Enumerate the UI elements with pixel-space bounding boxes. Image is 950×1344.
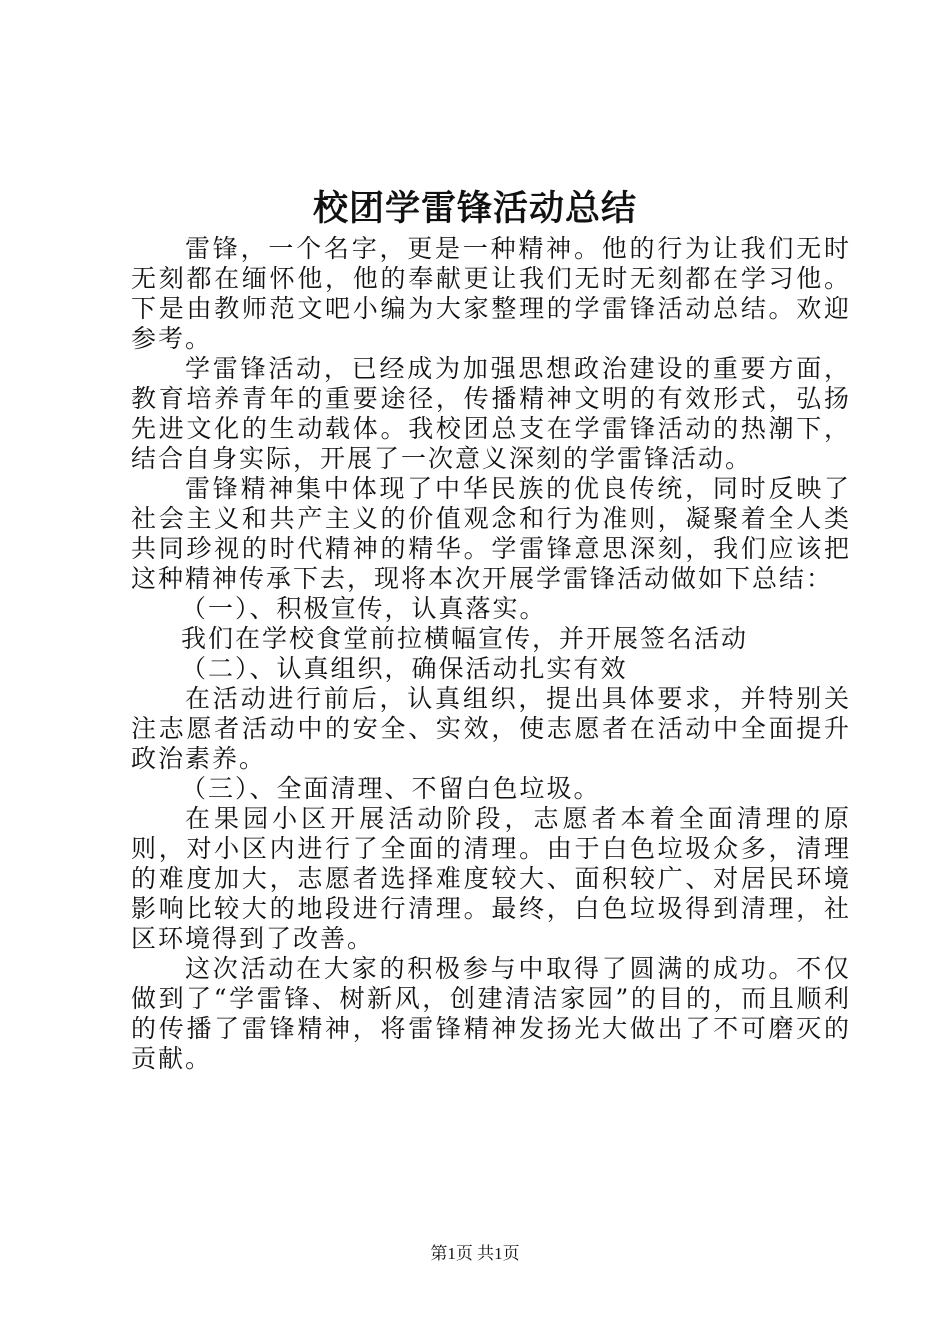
section-heading-2: （二）、认真组织，确保活动扎实有效 [181, 654, 628, 683]
section-heading-3: （三）、全面清理、不留白色垃圾。 [181, 774, 601, 803]
paragraph-conclusion: 这次活动在大家的积极参与中取得了圆满的成功。不仅做到了“学雷锋、树新风，创建清洁家园”的目的，而且顺利的传播了雷锋精神，将雷锋精神发扬光大做出了不可磨灭的贡献。 [131, 954, 851, 1073]
paragraph-leifeng-spirit: 雷锋精神集中体现了中华民族的优良传统，同时反映了社会主义和共产主义的价值观念和行为准则，凝聚着全人类共同珍视的时代精神的精华。学雷锋意思深刻，我们应该把这种精神传承下去，现将本次开展学雷锋活动做如下总结： [131, 474, 851, 593]
paragraph-organization: 在活动进行前后，认真组织，提出具体要求，并特别关注志愿者活动中的安全、实效，使志愿者在活动中全面提升政治素养。 [131, 684, 851, 773]
section-heading-1: （一）、积极宣传，认真落实。 [181, 594, 547, 623]
intro-paragraph: 雷锋，一个名字，更是一种精神。他的行为让我们无时无刻都在缅怀他，他的奉献更让我们无时无刻都在学习他。下是由教师范文吧小编为大家整理的学雷锋活动总结。欢迎参考。 [131, 234, 851, 353]
page-footer: 第1页 共1页 [430, 1244, 520, 1263]
paragraph-cleanup: 在果园小区开展活动阶段，志愿者本着全面清理的原则，对小区内进行了全面的清理。由于白色垃圾众多，清理的难度加大，志愿者选择难度较大、面积较广、对居民环境影响比较大的地段进行清理。最终，白色垃圾得到清理，社区环境得到了改善。 [131, 804, 851, 953]
paragraph-publicity: 我们在学校食堂前拉横幅宣传，并开展签名活动 [181, 624, 749, 653]
document-title: 校团学雷锋活动总结 [312, 188, 637, 229]
paragraph-activity-significance: 学雷锋活动，已经成为加强思想政治建设的重要方面，教育培养青年的重要途径，传播精神文明的有效形式，弘扬先进文化的生动载体。我校团总支在学雷锋活动的热潮下，结合自身实际，开展了一次意义深刻的学雷锋活动。 [131, 354, 851, 473]
document-body [131, 234, 851, 1074]
